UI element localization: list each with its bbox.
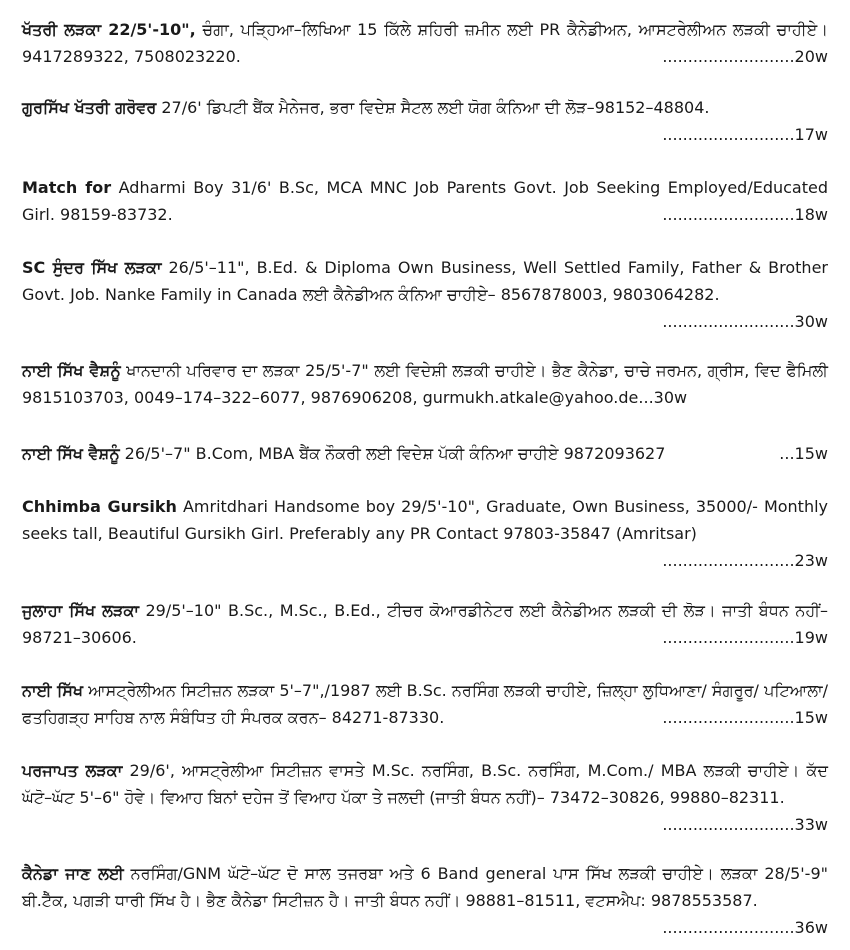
ad-nai-sikh-2 <box>22 440 828 467</box>
ad-chhimba-gursikh <box>22 493 828 574</box>
ad-text: ਨਰਸਿੰਗ/GNM ਘੱਟੋ–ਘੱਟ ਦੋ ਸਾਲ ਤਜਰਬਾ ਅਤੇ 6 Band general ਪਾਸ ਸਿੱਖ ਲੜਕੀ ਚਾਹੀਏ। ਲੜਕਾ 28/5'-9" ਬੀ.ਟੈੱਕ, ਪਗੜੀ ਧਾਰੀ ਸਿੱਖ ਹੈ। ਭੈਣ ਕੈਨੇਡਾ ਸਿਟੀਜ਼ਨ ਹੈ। ਜਾਤੀ ਬੰਧਨ ਨਹੀਂ। 98881–81511, ਵਟਸਐਪ: 9878553587. <box>22 864 828 910</box>
ad-word-count: ...30w <box>638 388 688 407</box>
ad-word-count: ..........................18w <box>662 205 828 224</box>
ad-word-count: ..........................20w <box>662 47 828 66</box>
ad-khatri-boy <box>22 16 828 70</box>
ad-heading: ਨਾਈ ਸਿੱਖ ਵੈਸ਼ਨੂੰ <box>22 361 121 380</box>
ad-text: 29/6', ਆਸਟ੍ਰੇਲੀਆ ਸਿਟੀਜ਼ਨ ਵਾਸਤੇ M.Sc. ਨਰਸਿੰਗ, B.Sc. ਨਰਸਿੰਗ, M.Com./ MBA ਲੜਕੀ ਚਾਹੀਏ। ਕੱਦ ਘੱਟੋ–ਘੱਟ 5'–6" ਹੋਵੇ। ਵਿਆਹ ਬਿਨਾਂ ਦਹੇਜ ਤੋਂ ਵਿਆਹ ਪੱਕਾ ਤੇ ਜਲਦੀ (ਜਾਤੀ ਬੰਧਨ ਨਹੀਂ)– 73472–30826, 99880–82311. <box>22 761 828 807</box>
ad-word-count: ..........................17w <box>662 125 828 144</box>
ad-canada-nursing <box>22 860 828 941</box>
ad-heading: ਨਾਈ ਸਿੱਖ <box>22 681 84 700</box>
ad-heading: ਜੁਲਾਹਾ ਸਿੱਖ ਲੜਕਾ <box>22 601 139 620</box>
ad-sc-sikh-boy <box>22 254 828 335</box>
ad-julaha-sikh <box>22 597 828 651</box>
ad-word-count: ..........................23w <box>662 551 828 570</box>
ad-text: Amritdhari Handsome boy 29/5'-10", Graduate, Own Business, 35000/- Monthly seeks tall, Beautiful Gursikh Girl. Preferably any PR Contact 97803-35847 (Amritsar) <box>22 497 829 543</box>
ad-word-count: ...15w <box>779 444 828 463</box>
ad-parjapat-boy <box>22 757 828 838</box>
ad-text: 26/5'–11", B.Ed. & Diploma Own Business, Well Settled Family, Father & Brother Govt. Job. Nanke Family in Canada ਲਈ ਕੈਨੇਡੀਅਨ ਕੰਨਿਆ ਚਾਹੀਏ– 8567878003, 9803064282. <box>22 258 828 304</box>
ad-text: 29/5'–10" B.Sc., M.Sc., B.Ed., ਟੀਚਰ ਕੋਆਰਡੀਨੇਟਰ ਲਈ ਕੈਨੇਡੀਅਨ ਲੜਕੀ ਦੀ ਲੋੜ। ਜਾਤੀ ਬੰਧਨ ਨਹੀਂ– 98721–30606. <box>22 601 828 647</box>
ad-heading: SC ਸੁੰਦਰ ਸਿੱਖ ਲੜਕਾ <box>22 258 162 277</box>
ad-nai-sikh-1 <box>22 357 828 411</box>
ad-text: 27/6' ਡਿਪਟੀ ਬੈਂਕ ਮੈਨੇਜਰ, ਭਰਾ ਵਿਦੇਸ਼ ਸੈਟਲ ਲਈ ਯੋਗ ਕੰਨਿਆ ਦੀ ਲੋੜ–98152–48804. <box>156 98 710 117</box>
ad-word-count: ..........................15w <box>662 708 828 727</box>
ad-gursikh-grover <box>22 94 828 148</box>
ad-heading: Chhimba Gursikh <box>22 497 177 516</box>
ad-word-count: ..........................33w <box>662 815 828 834</box>
ad-heading: ਪਰਜਾਪਤ ਲੜਕਾ <box>22 761 123 780</box>
ad-heading: ਨਾਈ ਸਿੱਖ ਵੈਸ਼ਨੂੰ <box>22 444 120 463</box>
ad-heading: Match for <box>22 178 112 197</box>
ad-heading: ਗੁਰਸਿੱਖ ਖੱਤਰੀ ਗਰੋਵਰ <box>22 98 157 117</box>
ad-text: 26/5'–7" B.Com, MBA ਬੈਂਕ ਨੌਕਰੀ ਲਈ ਵਿਦੇਸ਼ ਪੱਕੀ ਕੰਨਿਆ ਚਾਹੀਏ 9872093627 <box>119 444 666 463</box>
ad-text: ਖਾਨਦਾਨੀ ਪਰਿਵਾਰ ਦਾ ਲੜਕਾ 25/5'-7" ਲਈ ਵਿਦੇਸ਼ੀ ਲੜਕੀ ਚਾਹੀਏ। ਭੈਣ ਕੈਨੇਡਾ, ਚਾਚੇ ਜਰਮਨ, ਗ੍ਰੀਸ, ਵਿਦ ਫੈਮਿਲੀ 9815103703, 0049–174–322–6077, 9876906208, gurmukh.atkale@yahoo.de <box>22 361 828 407</box>
ad-text: ਆਸਟ੍ਰੇਲੀਅਨ ਸਿਟੀਜ਼ਨ ਲੜਕਾ 5'–7",/1987 ਲਈ B.Sc. ਨਰਸਿੰਗ ਲੜਕੀ ਚਾਹੀਏ, ਜ਼ਿਲ੍ਹਾ ਲੁਧਿਆਣਾ/ ਸੰਗਰੂਰ/ ਪਟਿਆਲਾ/ ਫਤਹਿਗੜ੍ਹ ਸਾਹਿਬ ਨਾਲ ਸੰਬੰਧਿਤ ਹੀ ਸੰਪਰਕ ਕਰਨ– 84271-87330. <box>22 681 828 727</box>
ad-word-count: ..........................30w <box>662 312 828 331</box>
ad-nai-sikh-australian <box>22 677 828 731</box>
ad-heading: ਖੱਤਰੀ ਲੜਕਾ 22/5'-10", <box>22 20 196 39</box>
ad-word-count: ..........................19w <box>662 628 828 647</box>
ad-text: ਚੰਗਾ, ਪੜ੍ਹਿਆ–ਲਿਖਿਆ 15 ਕਿੱਲੇ ਸ਼ਹਿਰੀ ਜ਼ਮੀਨ ਲਈ PR ਕੈਨੇਡੀਅਨ, ਆਸਟਰੇਲੀਅਨ ਲੜਕੀ ਚਾਹੀਏ। 9417289322, 7508023220. <box>22 20 828 66</box>
ad-word-count: ..........................36w <box>662 918 828 937</box>
ad-heading: ਕੈਨੇਡਾ ਜਾਣ ਲਈ <box>22 864 124 883</box>
ad-adharmi-boy <box>22 174 828 228</box>
ad-text: Adharmi Boy 31/6' B.Sc, MCA MNC Job Parents Govt. Job Seeking Employed/Educated Girl. 98159-83732. <box>22 178 829 224</box>
